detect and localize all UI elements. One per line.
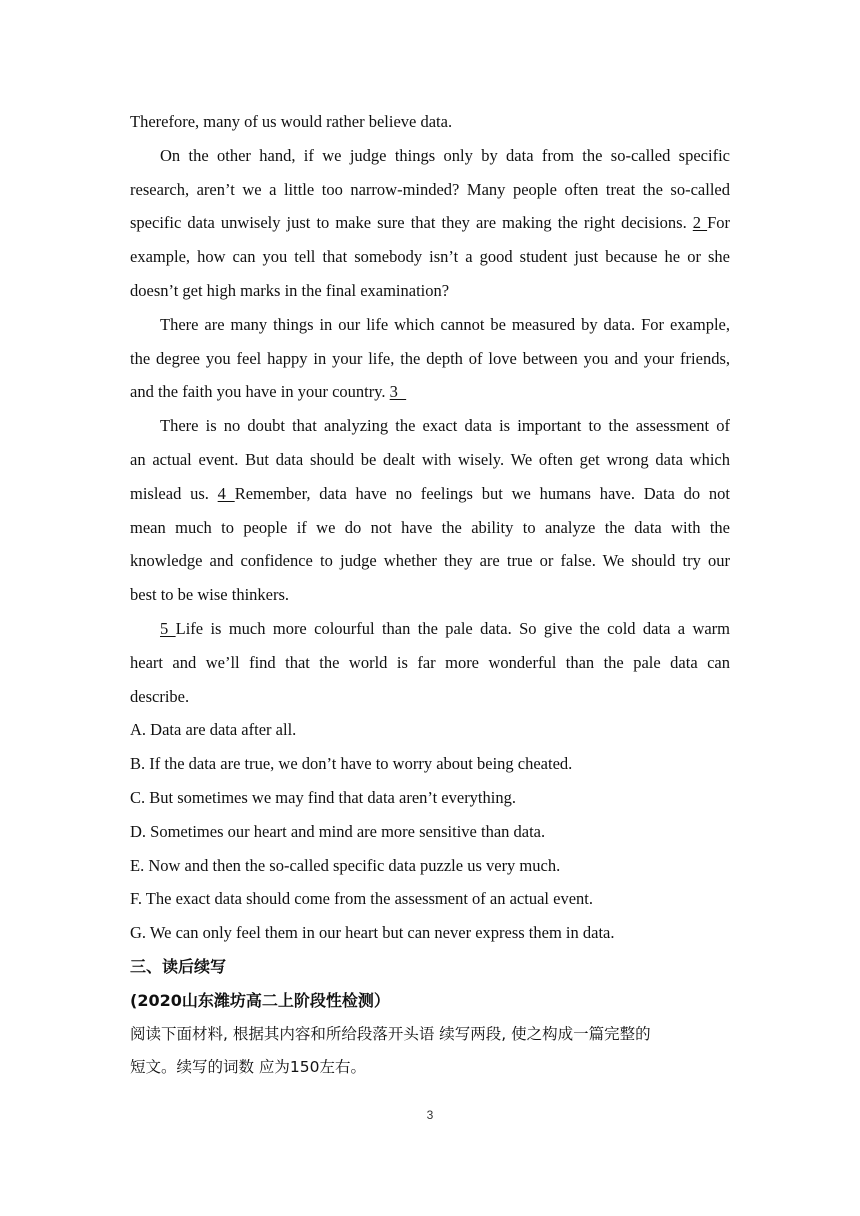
paragraph-line: On the other hand, if we judge things only by data from the so-called specific — [160, 145, 730, 165]
paragraph-line: research, aren’t we a little too narrow-minded? Many people often treat the so-called — [130, 179, 730, 199]
section-heading: 三、读后续写 — [130, 956, 227, 976]
page-content — [130, 105, 730, 1085]
paragraph-line: heart and we’ll find that the world is far more wonderful than the pale data can — [130, 652, 730, 672]
blank-2: 2 — [692, 213, 708, 233]
paragraph-line: best to be wise thinkers. — [130, 585, 290, 605]
options-list — [130, 713, 730, 950]
blank-3: 3 — [389, 382, 407, 402]
paragraph-line: the degree you feel happy in your life, the depth of love between you and your friends, — [130, 348, 730, 368]
option-f: F. The exact data should come from the assessment of an actual event. — [130, 889, 593, 909]
source-note: (2020山东潍坊高二上阶段性检测） — [130, 990, 390, 1010]
paragraph-2 — [130, 139, 730, 308]
option-e: E. Now and then the so-called specific data puzzle us very much. — [130, 855, 561, 875]
paragraph-line — [130, 477, 730, 511]
option-d: D. Sometimes our heart and mind are more sensitive than data. — [130, 821, 546, 841]
page-number: 3 — [426, 1108, 434, 1122]
blank-5: 5 — [160, 618, 176, 638]
paragraph-line: There are many things in our life which cannot be measured by data. For example, — [160, 314, 730, 334]
instruction-line: 阅读下面材料, 根据其内容和所给段落开头语 续写两段, 使之构成一篇完整的 — [130, 1024, 651, 1043]
paragraph-line: example, how can you tell that somebody isn’t a good student just because he or she — [130, 247, 730, 267]
text-span: and the faith you have in your country. — [130, 382, 390, 402]
instruction-line: 短文。续写的词数 应为150左右。 — [130, 1058, 367, 1077]
option-b: B. If the data are true, we don’t have to worry about being cheated. — [130, 754, 573, 774]
paragraph-line: doesn’t get high marks in the final examination? — [130, 280, 450, 300]
text-span: mislead us. — [130, 483, 218, 503]
paragraph-4 — [130, 409, 730, 612]
paragraph-line: describe. — [130, 686, 190, 706]
option-a: A. Data are data after all. — [130, 720, 297, 740]
paragraph-line: mean much to people if we do not have the ability to analyze the data with the — [130, 517, 730, 537]
option-c: C. But sometimes we may find that data aren’t everything. — [130, 787, 516, 807]
paragraph-line: There is no doubt that analyzing the exact data is important to the assessment of — [160, 416, 730, 436]
paragraph-line — [130, 375, 730, 409]
paragraph-1-line: Therefore, many of us would rather believe data. — [130, 112, 453, 131]
section-3 — [130, 950, 730, 1085]
blank-4: 4 — [217, 483, 235, 503]
paragraph-line: knowledge and confidence to judge whether they are true or false. We should try our — [130, 551, 730, 571]
text-span: Life is much more colourful than the pale data. So give the cold data a warm — [175, 618, 731, 638]
text-span: Remember, data have no feelings but we humans have. Data do not — [234, 483, 731, 503]
option-g: G. We can only feel them in our heart but can never express them in data. — [130, 923, 615, 943]
paragraph-3 — [130, 308, 730, 409]
text-span: For — [707, 213, 730, 233]
paragraph-line — [130, 612, 730, 646]
text-span: specific data unwisely just to make sure that they are making the right decisions. — [130, 213, 693, 233]
paragraph-line — [130, 206, 730, 240]
paragraph-5 — [130, 612, 730, 713]
paragraph-line: an actual event. But data should be dealt with wisely. We often get wrong data which — [130, 449, 730, 469]
